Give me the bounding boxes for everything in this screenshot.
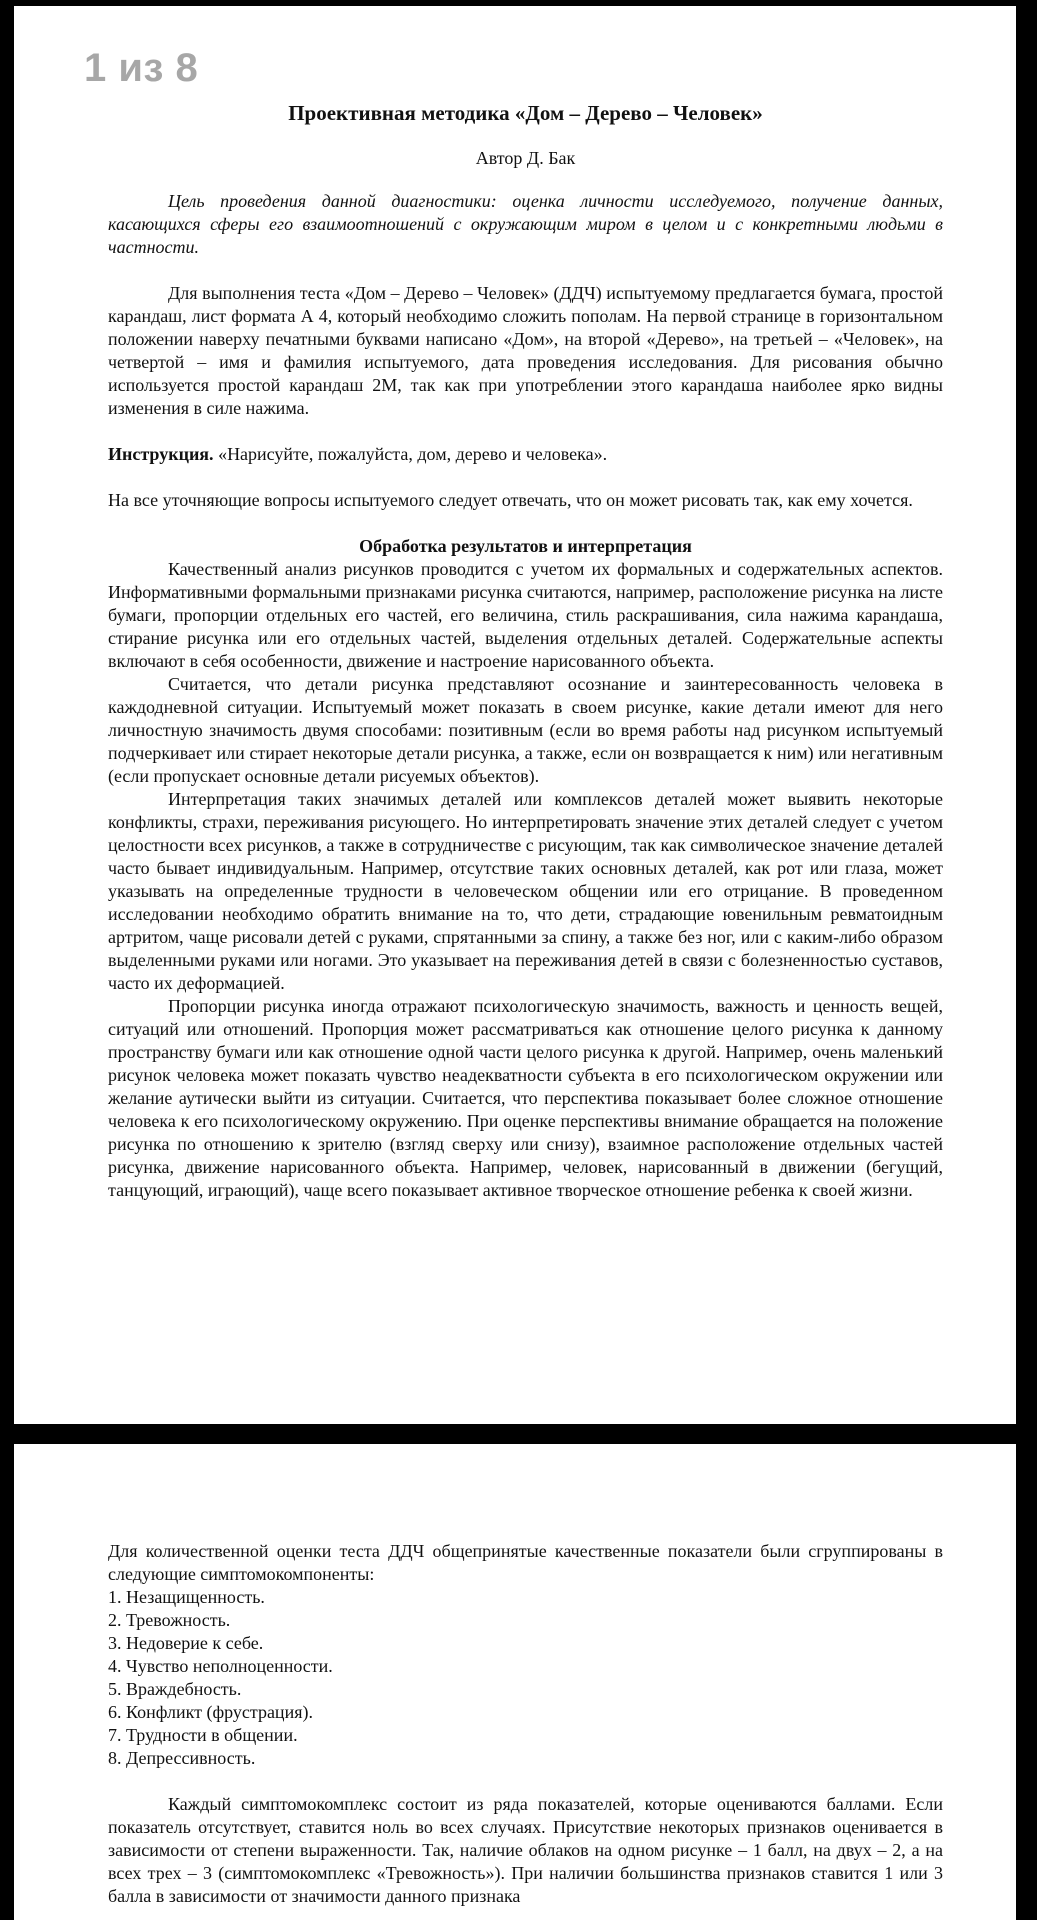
- instruction-paragraph: [108, 443, 943, 466]
- section-title: Обработка результатов и интерпретация: [359, 536, 692, 556]
- purpose-paragraph: Цель проведения данной диагностики: оценка личности исследуемого, получение данных, касающихся сферы его взаимоотношений с окружающим миром в целом и с конкретными людьми в частности.: [108, 191, 943, 257]
- document-author: Автор Д. Бак: [475, 148, 576, 168]
- instruction-text: «Нарисуйте, пожалуйста, дом, дерево и человека».: [213, 444, 608, 464]
- intro-paragraph: Для выполнения теста «Дом – Дерево – Человек» (ДДЧ) испытуемому предлагается бумага, простой карандаш, лист формата А 4, который необходимо сложить пополам. На первой странице в горизонтальном положении наверху печатными буквами написано «Дом», на второй «Дерево», на третьей – «Человек», на четвертой – имя и фамилия испытуемого, дата проведения исследования. Для рисования обычно используется простой карандаш 2М, так как при употреблении этого карандаша наиболее ярко видны изменения в силе нажима.: [108, 283, 943, 418]
- instruction-label: Инструкция.: [108, 444, 214, 464]
- list-item: 6. Конфликт (фрустрация).: [108, 1702, 313, 1722]
- list-item: 1. Незащищенность.: [108, 1587, 265, 1607]
- page-1-content: [108, 102, 943, 1202]
- body-paragraph: Интерпретация таких значимых деталей или комплексов деталей может выявить некоторые конфликты, страхи, переживания рисующего. Но интерпретировать значение этих деталей следует с учетом целостности всех рисунков, а также в сотрудничестве с рисующим, так как символическое значение деталей часто бывает индивидуальным. Например, отсутствие таких основных деталей, как рот или глаза, может указывать на определенные трудности в человеческом общении или его отрицание. В проведенном исследовании необходимо обратить внимание на то, что дети, страдающие ювенильным ревматоидным артритом, чаще рисовали детей с руками, спрятанными за спину, а также без ног, или с каким-либо образом выделенными руками или ногами. Это указывает на переживания детей в связи с болезненностью суставов, часто их деформацией.: [108, 789, 943, 993]
- page-counter: 1 из 8: [84, 46, 199, 90]
- list-item: 2. Тревожность.: [108, 1610, 231, 1630]
- scoring-intro-paragraph: Для количественной оценки теста ДДЧ общепринятые качественные показатели были сгруппированы в следующие симптомокомпоненты:: [108, 1541, 943, 1584]
- document-page-1: [14, 6, 1016, 1424]
- list-item: 3. Недоверие к себе.: [108, 1633, 264, 1653]
- document-page-2: [14, 1444, 1016, 1920]
- body-paragraph: Качественный анализ рисунков проводится с учетом их формальных и содержательных аспектов. Информативными формальными признаками рисунка считаются, например, расположение рисунка на листе бумаги, пропорции отдельных его частей, его величина, стиль раскрашивания, сила нажима карандаша, стирание рисунка или его отдельных частей, выделения отдельных деталей. Содержательные аспекты включают в себя особенности, движение и настроение нарисованного объекта.: [108, 559, 943, 671]
- list-item: 4. Чувство неполноценности.: [108, 1656, 333, 1676]
- body-paragraph: Считается, что детали рисунка представляют осознание и заинтересованность человека в каждодневной ситуации. Испытуемый может показать в своем рисунке, какие детали имеют для него личностную значимость двумя способами: позитивным (если во время работы над рисунком испытуемый подчеркивает или стирает некоторые детали рисунка, а также, если он возвращается к ним) или негативным (если пропускает основные детали рисуемых объектов).: [108, 674, 943, 786]
- page-2-content: [108, 1540, 943, 1908]
- body-paragraph: Пропорции рисунка иногда отражают психологическую значимость, важность и ценность вещей, ситуаций или отношений. Пропорция может рассматриваться как отношение целого рисунка к данному пространству бумаги или как отношение одной части целого рисунка к другой. Например, очень маленький рисунок человека может показать чувство неадекватности субъекта в его психологическом окружении или желание аутически выйти из ситуации. Считается, что перспектива показывает более сложное отношение человека к его психологическому окружению. При оценке перспективы внимание обращается на положение рисунка по отношению к зрителю (взгляд сверху или снизу), взаимное расположение отдельных частей рисунка, движение нарисованного объекта. Например, человек, нарисованный в движении (бегущий, танцующий, играющий), чаще всего показывает активное творческое отношение ребенка к своей жизни.: [108, 996, 943, 1200]
- list-item: 8. Депрессивность.: [108, 1748, 256, 1768]
- document-title: Проективная методика «Дом – Дерево – Человек»: [288, 101, 763, 125]
- list-item: 5. Враждебность.: [108, 1679, 242, 1699]
- list-item: 7. Трудности в общении.: [108, 1725, 298, 1745]
- symptom-complex-list: [108, 1586, 943, 1770]
- scoring-paragraph: Каждый симптомокомплекс состоит из ряда показателей, которые оцениваются баллами. Если показатель отсутствует, ставится ноль во всех случаях. Присутствие некоторых признаков оценивается в зависимости от степени выраженности. Так, наличие облаков на одном рисунке – 1 балл, на двух – 2, а на всех трех – 3 (симптомокомплекс «Тревожность»). При наличии большинства признаков ставится 1 или 3 балла в зависимости от значимости данного признака: [108, 1794, 943, 1906]
- questions-paragraph: На все уточняющие вопросы испытуемого следует отвечать, что он может рисовать так, как ему хочется.: [108, 490, 913, 510]
